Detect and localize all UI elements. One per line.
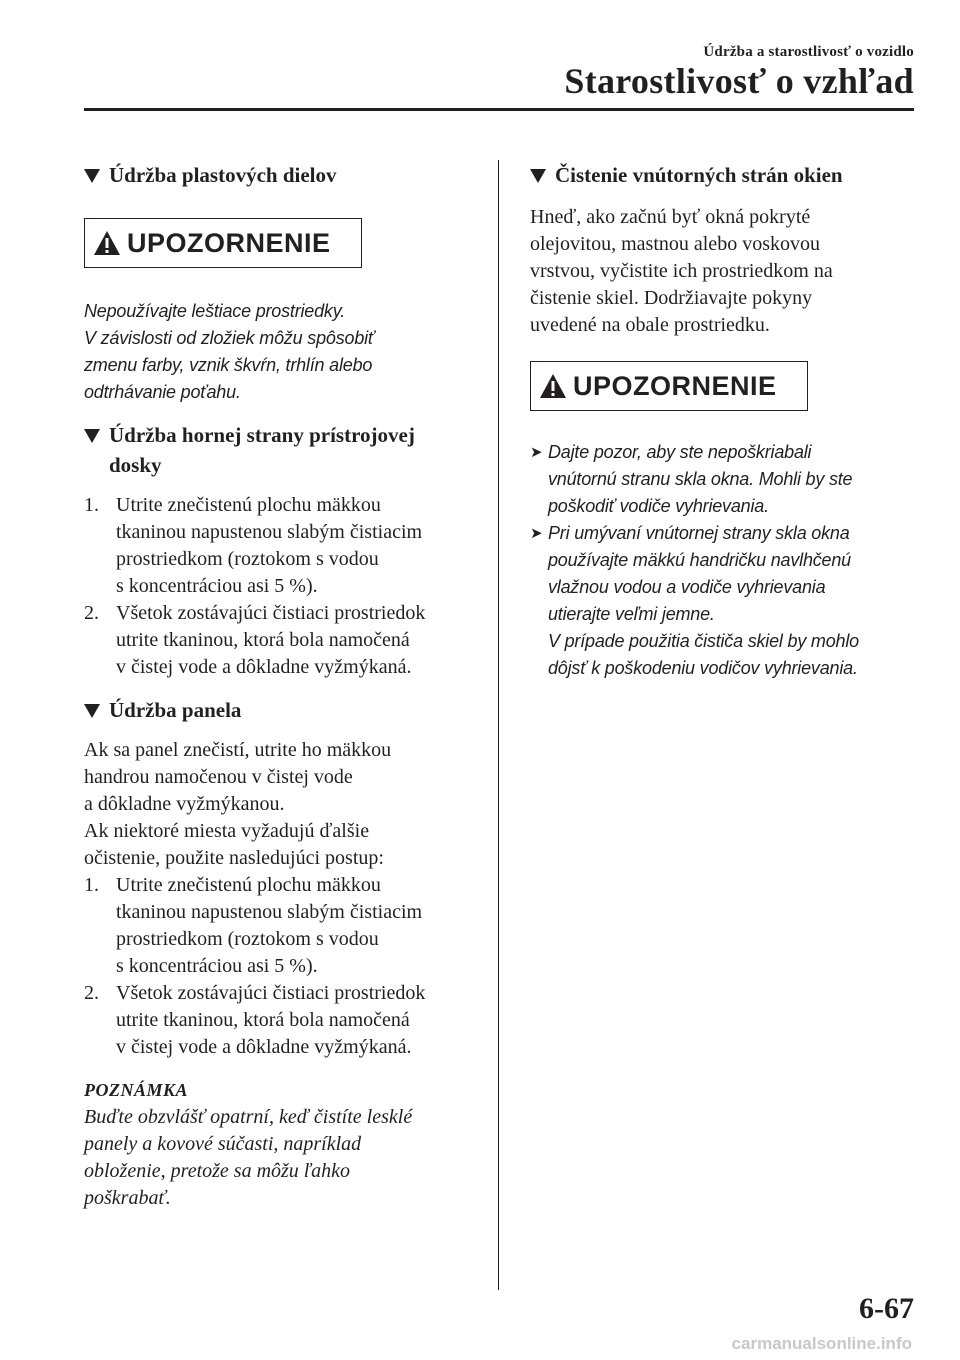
- caution-label: UPOZORNENIE: [127, 227, 331, 258]
- right-column: [530, 160, 910, 682]
- bullet-arrow-icon: ➤: [530, 444, 543, 461]
- watermark: carmanualsonline.info: [731, 1334, 912, 1353]
- column-divider: [498, 160, 499, 1290]
- section-triangle-icon: [84, 429, 100, 443]
- note-block: POZNÁMKA Buďte obzvlášť opatrní, keď čistíte lesklé panely a kovové súčasti, napríklad obloženie, pretože sa môžu ľahko poškrabať.: [84, 1077, 464, 1212]
- bullet-arrow-icon: ➤: [530, 525, 543, 542]
- chapter-subtitle: Údržba a starostlivosť o vozidlo: [703, 44, 914, 60]
- windows-paragraph: Hneď, ako začnú byť okná pokryté olejovitou, mastnou alebo voskovou vrstvou, vyčistite ich prostriedkom na čistenie skiel. Dodržiavajte pokyny uvedené na obale prostriedku.: [530, 206, 833, 336]
- caution-box: [84, 218, 362, 268]
- panel-steps: [84, 872, 464, 1061]
- caution-bullets: [530, 439, 910, 682]
- list-item: ➤ Dajte pozor, aby ste nepoškriabali vnútornú stranu skla okna. Mohli by ste poškodiť vodiče vyhrievania.: [530, 439, 910, 520]
- list-item: 1. Utrite znečistenú plochu mäkkou tkaninou napustenou slabým čistiacim prostriedkom (roztokom s vodou s koncentráciou asi 5 %).: [84, 874, 423, 977]
- chapter-title: Starostlivosť o vzhľad: [564, 61, 914, 101]
- section-triangle-icon: [84, 169, 100, 183]
- header-rule: [84, 108, 914, 111]
- warning-icon: [93, 230, 121, 256]
- section-triangle-icon: [530, 169, 546, 183]
- dashboard-steps: [84, 492, 464, 681]
- panel-paragraph: Ak sa panel znečistí, utrite ho mäkkou handrou namočenou v čistej vode a dôkladne vyžmýkanou. Ak niektoré miesta vyžadujú ďalšie očistenie, použite nasledujúci postup:: [84, 739, 392, 869]
- caution-box: [530, 361, 808, 411]
- list-item: ➤ Pri umývaní vnútornej strany skla okna používajte mäkkú handričku navlhčenú vlažnou vodou a vodiče vyhrievania utierajte veľmi jemne. V prípade použitia čističa skiel by mohlo dôjsť k poškodeniu vodičov vyhrievania.: [530, 520, 910, 682]
- list-item: 2. Všetok zostávajúci čistiaci prostriedok utrite tkaninou, ktorá bola namočená v čistej vode a dôkladne vyžmýkaná.: [84, 602, 426, 678]
- page-number: 6-67: [859, 1292, 914, 1325]
- section-heading-windows: Čistenie vnútorných strán okien: [530, 160, 910, 190]
- list-item: 1. Utrite znečistenú plochu mäkkou tkaninou napustenou slabým čistiacim prostriedkom (roztokom s vodou s koncentráciou asi 5 %).: [84, 494, 423, 597]
- section-heading-dashboard: Údržba hornej strany prístrojovej dosky: [84, 420, 464, 480]
- warning-icon: [539, 373, 567, 399]
- note-title: POZNÁMKA: [84, 1080, 189, 1100]
- left-column: [84, 160, 464, 1212]
- section-heading-plastics: Údržba plastových dielov: [84, 160, 464, 190]
- section-heading-panel: Údržba panela: [84, 695, 464, 725]
- list-item: 2. Všetok zostávajúci čistiaci prostriedok utrite tkaninou, ktorá bola namočená v čistej vode a dôkladne vyžmýkaná.: [84, 982, 426, 1058]
- section-triangle-icon: [84, 704, 100, 718]
- caution-label: UPOZORNENIE: [573, 370, 777, 401]
- caution-text: Nepoužívajte leštiace prostriedky. V závislosti od zložiek môžu spôsobiť zmenu farby, vznik škvŕn, trhlín alebo odtrhávanie poťahu.: [84, 301, 375, 402]
